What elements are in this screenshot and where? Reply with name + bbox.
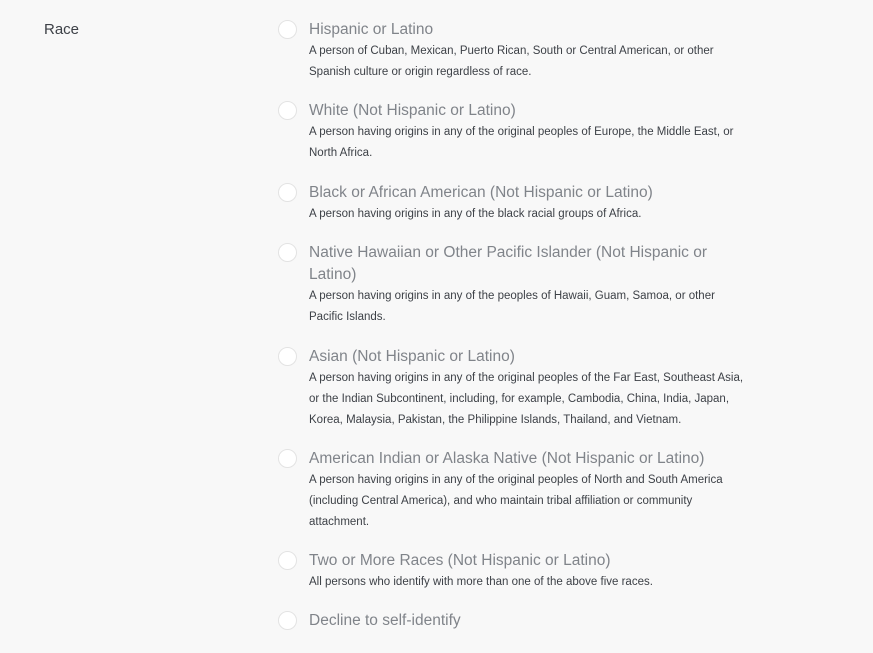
option-description: All persons who identify with more than one of the above five races. [309, 576, 653, 588]
option-hispanic-or-latino[interactable] [278, 19, 748, 100]
radio-button-icon[interactable] [278, 611, 297, 630]
radio-button-icon[interactable] [278, 551, 297, 570]
radio-button-icon[interactable] [278, 20, 297, 39]
option-description: A person having origins in any of the original peoples of Europe, the Middle East, or North Africa. [309, 126, 734, 159]
option-black-or-african-american[interactable] [278, 182, 748, 242]
option-description: A person having origins in any of the peoples of Hawaii, Guam, Samoa, or other Pacific Islands. [309, 290, 715, 323]
option-title[interactable]: Black or African American (Not Hispanic or Latino) [309, 184, 653, 201]
option-two-or-more-races[interactable] [278, 550, 748, 610]
option-asian[interactable] [278, 346, 748, 448]
option-decline-to-self-identify[interactable] [278, 610, 748, 640]
option-native-hawaiian-or-pacific-islander[interactable] [278, 242, 748, 346]
option-title[interactable]: Hispanic or Latino [309, 21, 434, 38]
radio-button-icon[interactable] [278, 101, 297, 120]
option-title[interactable]: White (Not Hispanic or Latino) [309, 102, 516, 119]
radio-button-icon[interactable] [278, 243, 297, 262]
option-title[interactable]: Decline to self-identify [309, 612, 461, 629]
option-description: A person of Cuban, Mexican, Puerto Rican, South or Central American, or other Spanish culture or origin regardless of race. [309, 45, 714, 78]
option-description: A person having origins in any of the black racial groups of Africa. [309, 208, 642, 220]
option-description: A person having origins in any of the original peoples of the Far East, Southeast Asia, or the Indian Subcontinent, including, for example, Cambodia, China, India, Japan, Korea, Malaysia, Pakistan, the Philippine Islands, Thailand, and Vietnam. [309, 372, 744, 426]
option-title[interactable]: Native Hawaiian or Other Pacific Islander (Not Hispanic or Latino) [309, 244, 707, 283]
option-description: A person having origins in any of the original peoples of North and South America (including Central America), and who maintain tribal affiliation or community attachment. [309, 474, 723, 528]
radio-button-icon[interactable] [278, 183, 297, 202]
option-title[interactable]: Asian (Not Hispanic or Latino) [309, 348, 515, 365]
option-title[interactable]: Two or More Races (Not Hispanic or Latino) [309, 552, 611, 569]
option-title[interactable]: American Indian or Alaska Native (Not Hispanic or Latino) [309, 450, 705, 467]
race-radio-group [278, 19, 748, 640]
option-white[interactable] [278, 100, 748, 182]
option-american-indian-or-alaska-native[interactable] [278, 448, 748, 550]
radio-button-icon[interactable] [278, 449, 297, 468]
race-field-label: Race [44, 21, 80, 38]
radio-button-icon[interactable] [278, 347, 297, 366]
